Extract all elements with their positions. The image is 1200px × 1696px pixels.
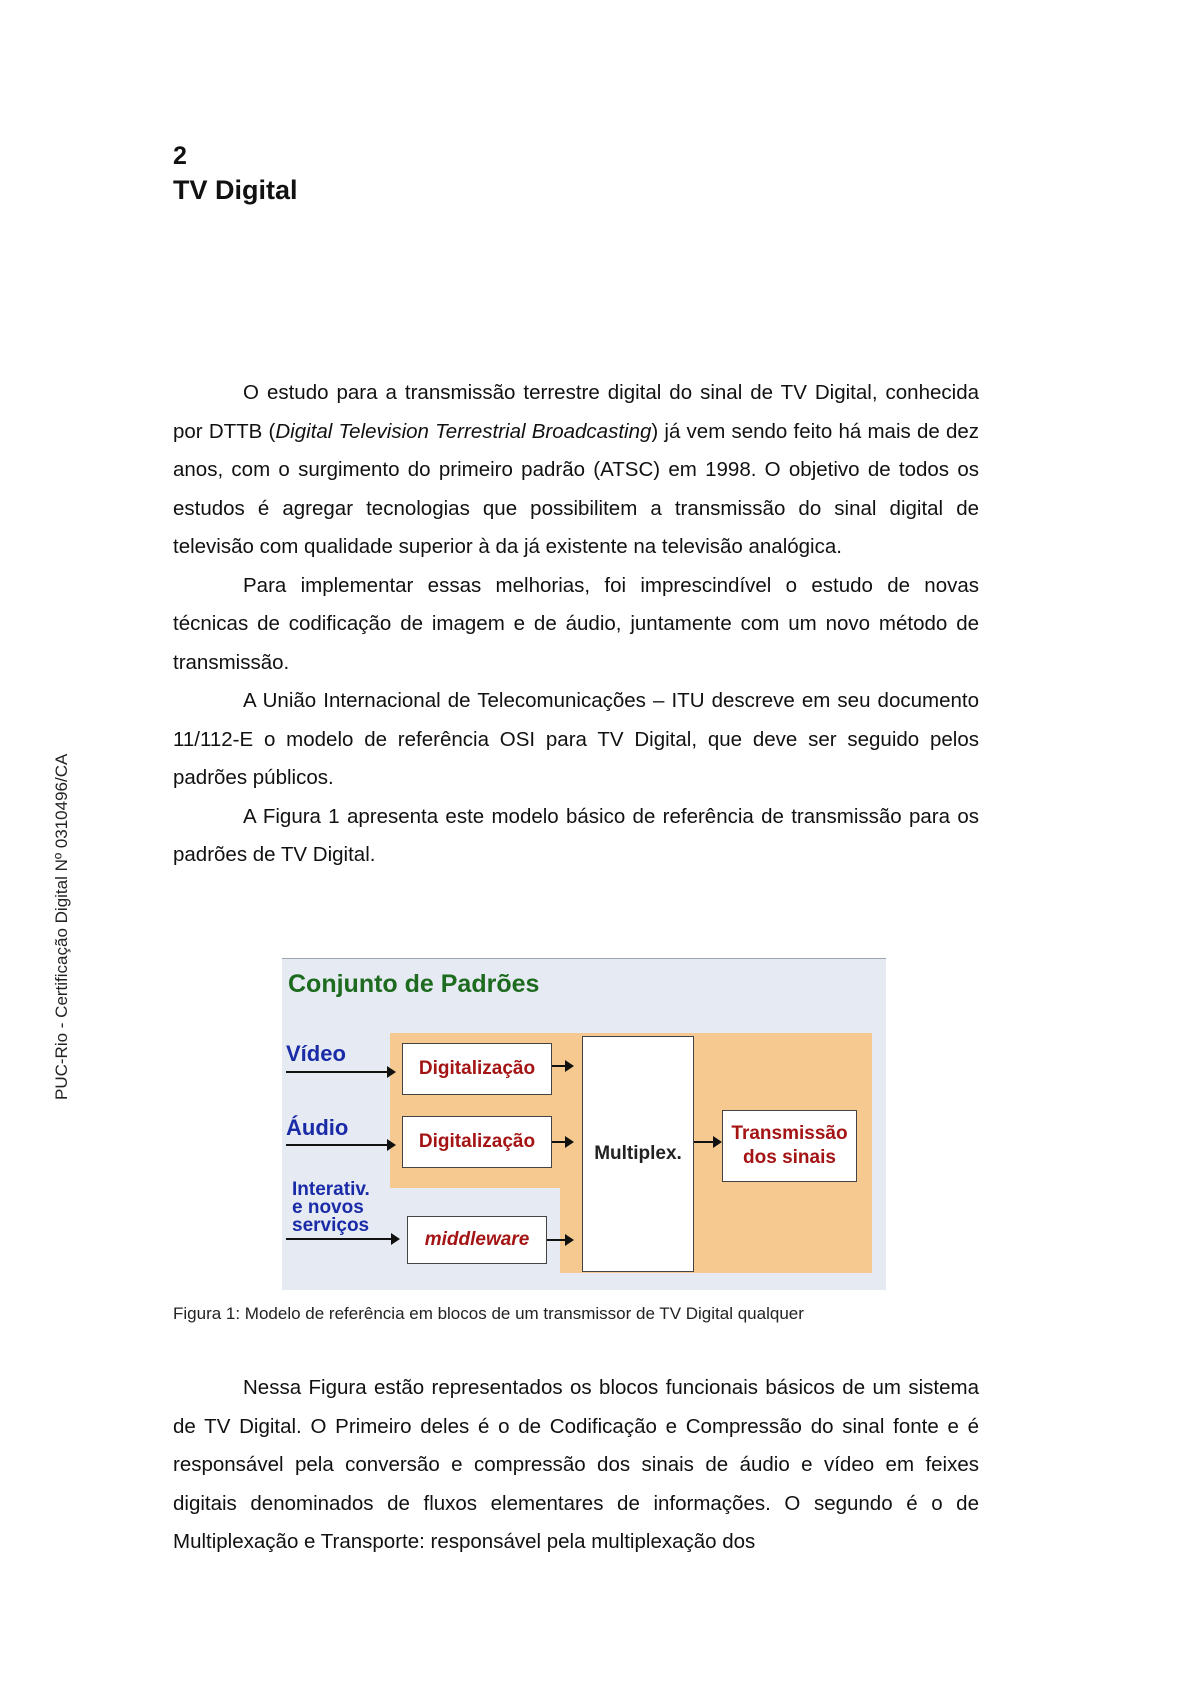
arrow-video bbox=[286, 1071, 394, 1073]
arrow-middleware-multiplex bbox=[547, 1239, 572, 1241]
block-digitalization-video: Digitalização bbox=[402, 1043, 552, 1095]
block-transmission: Transmissão dos sinais bbox=[722, 1110, 857, 1182]
arrow-dig1-multiplex bbox=[552, 1065, 572, 1067]
block-middleware: middleware bbox=[407, 1216, 547, 1264]
figure-title: Conjunto de Padrões bbox=[288, 970, 540, 998]
chapter-title: TV Digital bbox=[173, 175, 298, 205]
figure-caption: Figura 1: Modelo de referência em blocos de um transmissor de TV Digital qualquer bbox=[173, 1304, 804, 1323]
input-interactive-label-2: e novos bbox=[292, 1197, 364, 1218]
certification-side-note: PUC-Rio - Certificação Digital Nº 0310496/CA bbox=[52, 753, 71, 1100]
body-text-bottom bbox=[173, 1369, 979, 1562]
arrow-interactive bbox=[286, 1238, 398, 1240]
chapter-number: 2 bbox=[173, 142, 187, 170]
arrow-multiplex-transmission bbox=[694, 1141, 720, 1143]
block-digitalization-audio: Digitalização bbox=[402, 1116, 552, 1168]
input-interactive-label-1: Interativ. bbox=[292, 1179, 370, 1200]
input-video-label: Vídeo bbox=[286, 1041, 346, 1066]
paragraph-4: A Figura 1 apresenta este modelo básico de referência de transmissão para os padrões de TV Digital. bbox=[173, 804, 979, 866]
arrow-audio bbox=[286, 1144, 394, 1146]
arrow-dig2-multiplex bbox=[552, 1141, 572, 1143]
input-audio-label: Áudio bbox=[286, 1115, 349, 1140]
paragraph-2: Para implementar essas melhorias, foi imprescindível o estudo de novas técnicas de codificação de imagem e de áudio, juntamente com um novo método de transmissão. bbox=[173, 573, 979, 674]
paragraph-3: A União Internacional de Telecomunicações – ITU descreve em seu documento 11/112-E o modelo de referência OSI para TV Digital, que deve ser seguido pelos padrões públicos. bbox=[173, 689, 979, 789]
figure-block-diagram bbox=[282, 958, 886, 1290]
input-interactive-label-3: serviços bbox=[292, 1215, 370, 1236]
paragraph-5: Nessa Figura estão representados os blocos funcionais básicos de um sistema de TV Digital. O Primeiro deles é o de Codificação e Compressão do sinal fonte e é responsável pela conversão e compressão dos sinais de áudio e vídeo em feixes digitais denominados de fluxos elementares de informações. O segundo é o de Multiplexação e Transporte: responsável pela multiplexação dos bbox=[173, 1376, 979, 1553]
block-multiplex: Multiplex. bbox=[582, 1036, 694, 1272]
body-text-top bbox=[173, 374, 979, 875]
paragraph-1: O estudo para a transmissão terrestre digital do sinal de TV Digital, conhecida por DTTB (Digital Television Terrestrial Broadcasting) já vem sendo feito há mais de dez anos, com o surgimento do primeiro padrão (ATSC) em 1998. O objetivo de todos os estudos é agregar tecnologias que possibilitem a transmissão do sinal digital de televisão com qualidade superior à da já existente na televisão analógica. bbox=[173, 381, 979, 558]
